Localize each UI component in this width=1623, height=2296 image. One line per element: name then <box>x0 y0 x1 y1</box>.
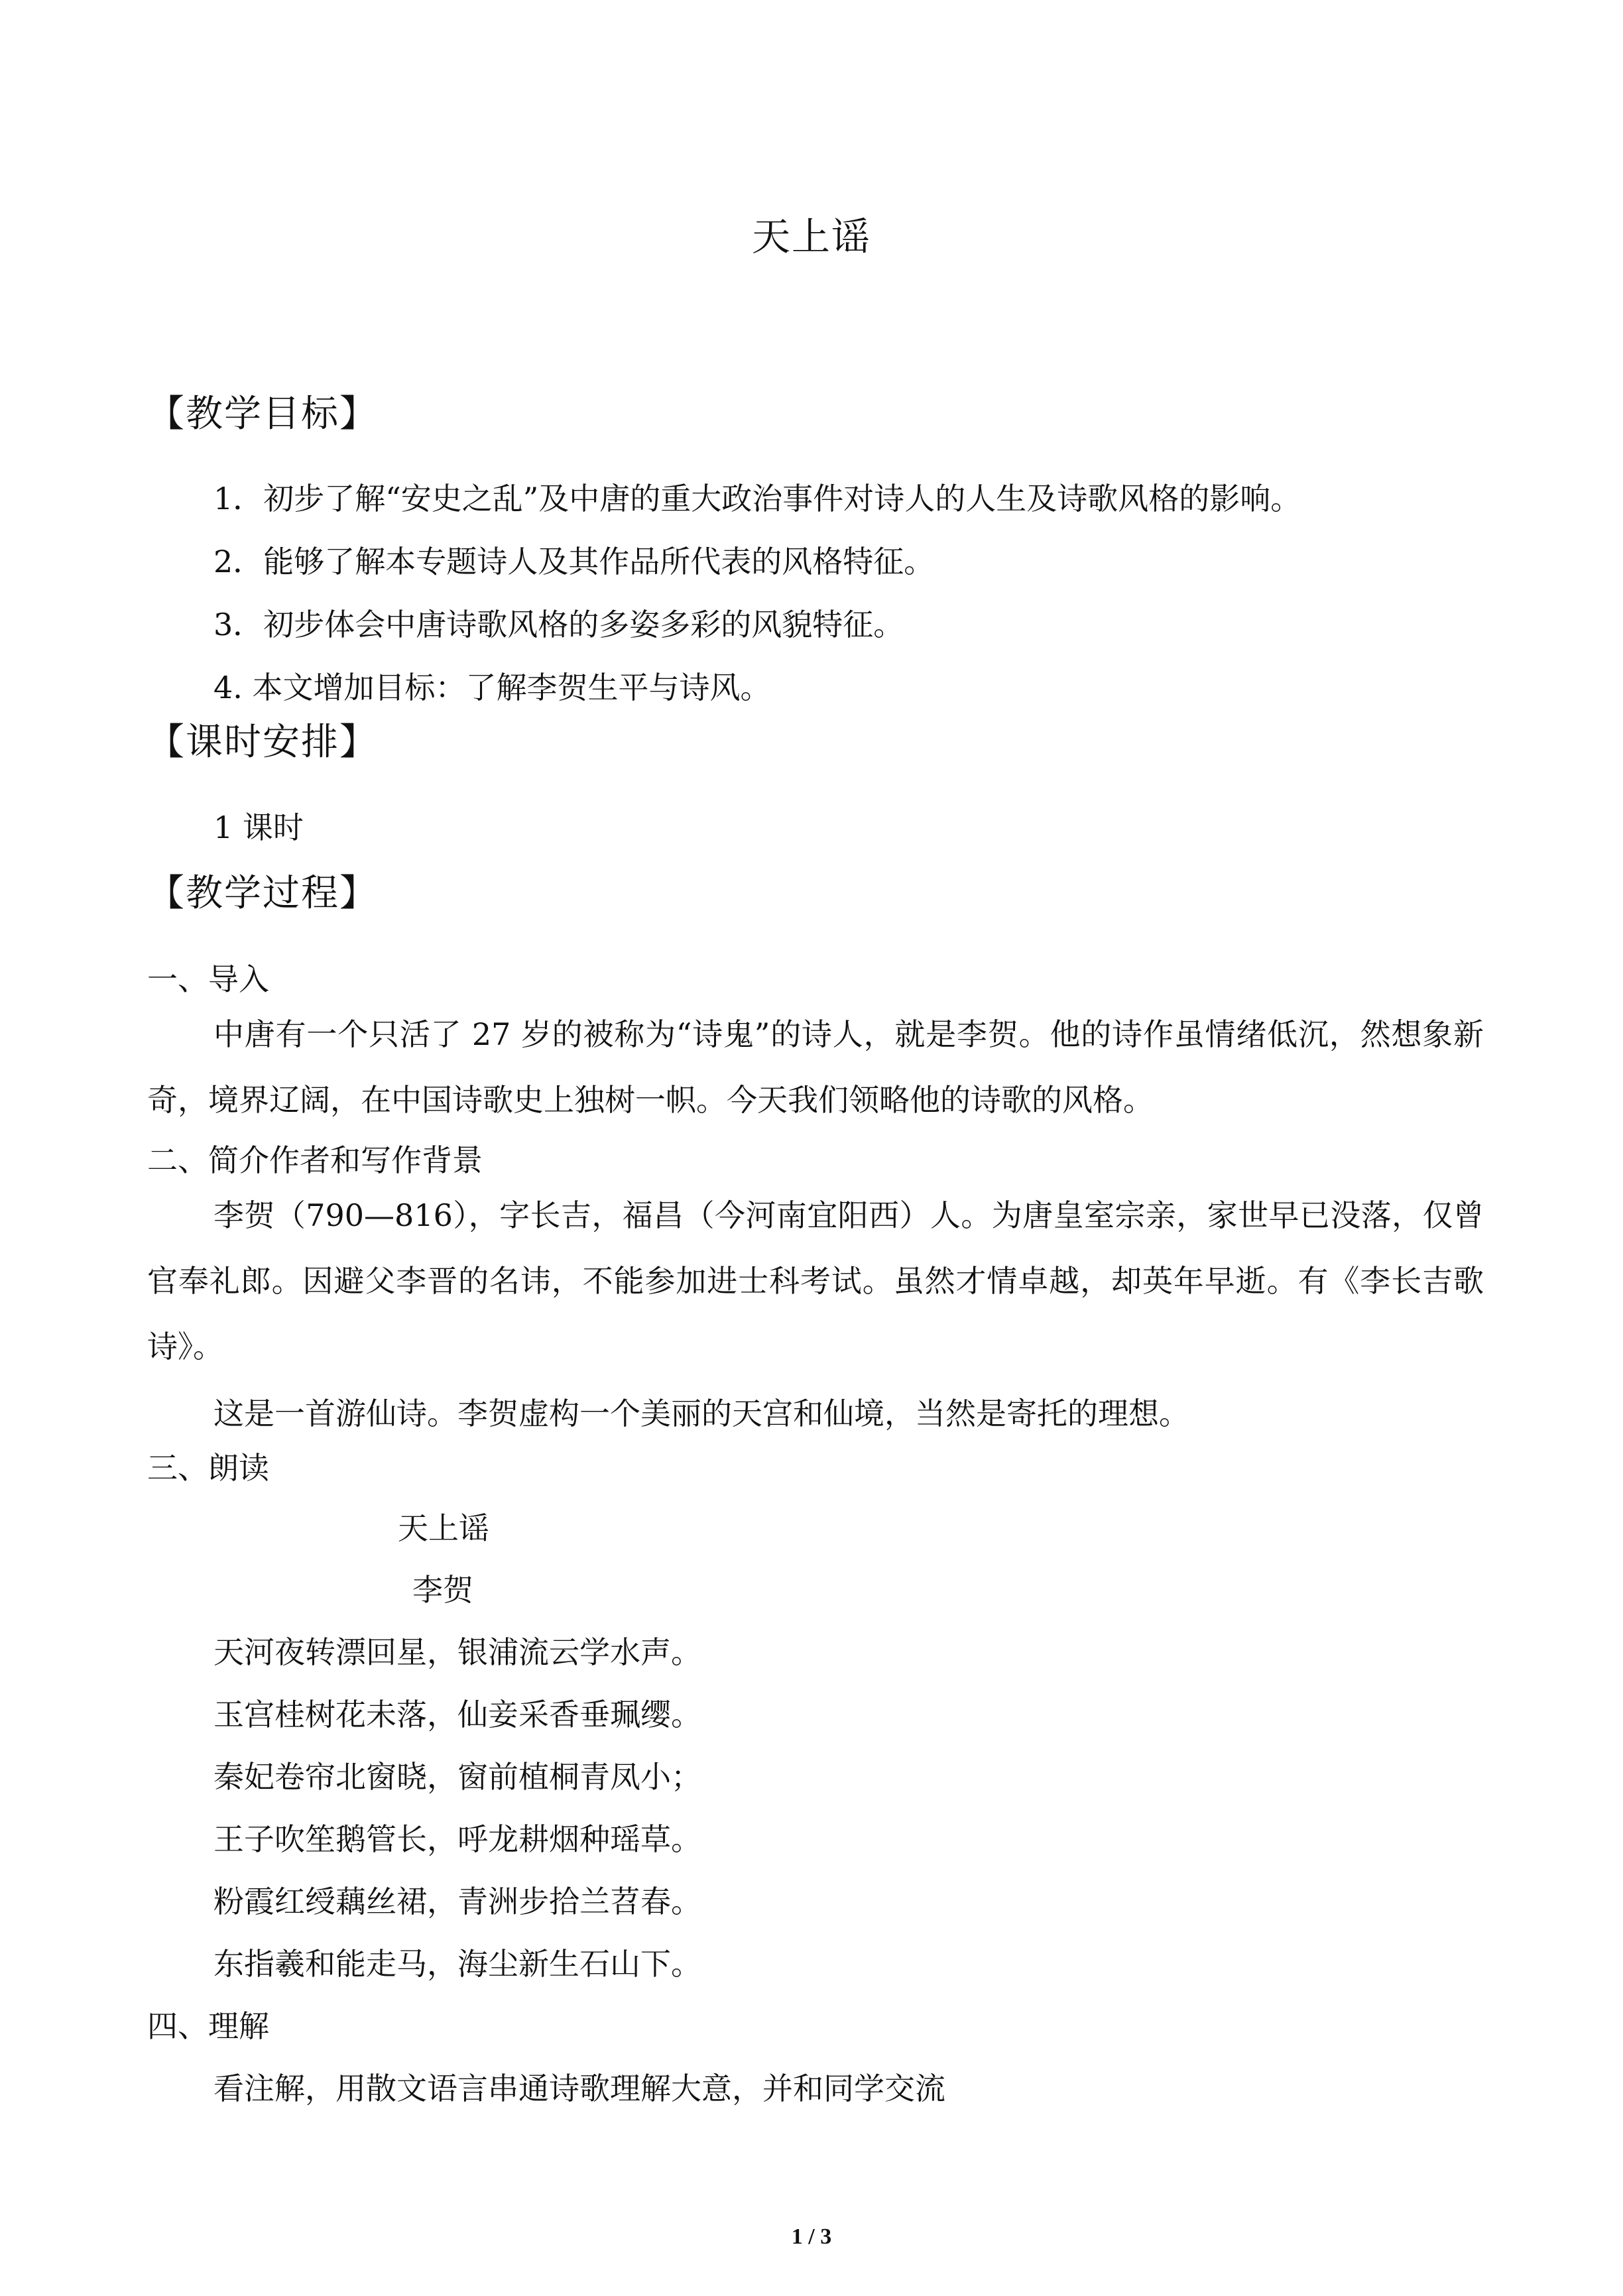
section-heading-schedule: 【课时安排】 <box>147 721 378 764</box>
schedule-text: 1 课时 <box>213 810 304 845</box>
objective-item-4: 4. 本文增加目标：了解李贺生平与诗风。 <box>213 670 771 705</box>
background-paragraph-1: 李贺（790—816），字长吉，福昌（今河南宜阳西）人。为唐皇室宗亲，家世早已没落，仅曾官奉礼郎。因避父李晋的名讳，不能参加进士科考试。虽然才情卓越，却英年早逝。有《李长吉歌诗》。 <box>147 1197 1484 1364</box>
objective-item-3: 3．初步体会中唐诗歌风格的多姿多彩的风貌特征。 <box>213 607 904 642</box>
objective-item-2: 2．能够了解本专题诗人及其作品所代表的风格特征。 <box>213 544 935 579</box>
page-indicator: 1 / 3 <box>791 2224 832 2249</box>
poem-line-2: 玉宫桂树花未落，仙妾采香垂珮缨。 <box>213 1697 701 1732</box>
document-title: 天上谣 <box>751 214 871 259</box>
poem-line-6: 东指羲和能走马，海尘新生石山下。 <box>213 1946 701 1982</box>
poem-title: 天上谣 <box>398 1510 489 1546</box>
intro-heading: 一、导入 <box>147 961 269 997</box>
background-heading: 二、简介作者和写作背景 <box>147 1142 483 1178</box>
understanding-heading: 四、理解 <box>147 2008 269 2044</box>
poem-line-4: 王子吹笙鹅管长，呼龙耕烟种瑶草。 <box>213 1821 701 1857</box>
intro-paragraph: 中唐有一个只活了 27 岁的被称为“诗鬼”的诗人，就是李贺。他的诗作虽情绪低沉，然想象新奇，境界辽阔，在中国诗歌史上独树一帜。今天我们领略他的诗歌的风格。 <box>147 1016 1484 1118</box>
poem-line-3: 秦妃卷帘北窗晓，窗前植桐青凤小； <box>213 1759 701 1795</box>
poem-line-1: 天河夜转漂回星，银浦流云学水声。 <box>213 1634 701 1670</box>
poem-line-5: 粉霞红绶藕丝裙，青洲步拾兰苕春。 <box>213 1884 701 1919</box>
poem-author: 李贺 <box>412 1572 473 1608</box>
background-paragraph-2: 这是一首游仙诗。李贺虚构一个美丽的天宫和仙境，当然是寄托的理想。 <box>213 1396 1189 1431</box>
section-heading-objectives: 【教学目标】 <box>147 393 378 436</box>
reading-heading: 三、朗读 <box>147 1450 269 1486</box>
understanding-text: 看注解，用散文语言串通诗歌理解大意，并和同学交流 <box>213 2071 945 2106</box>
objective-item-1: 1．初步了解“安史之乱”及中唐的重大政治事件对诗人的人生及诗歌风格的影响。 <box>213 481 1301 516</box>
section-heading-process: 【教学过程】 <box>147 872 378 915</box>
